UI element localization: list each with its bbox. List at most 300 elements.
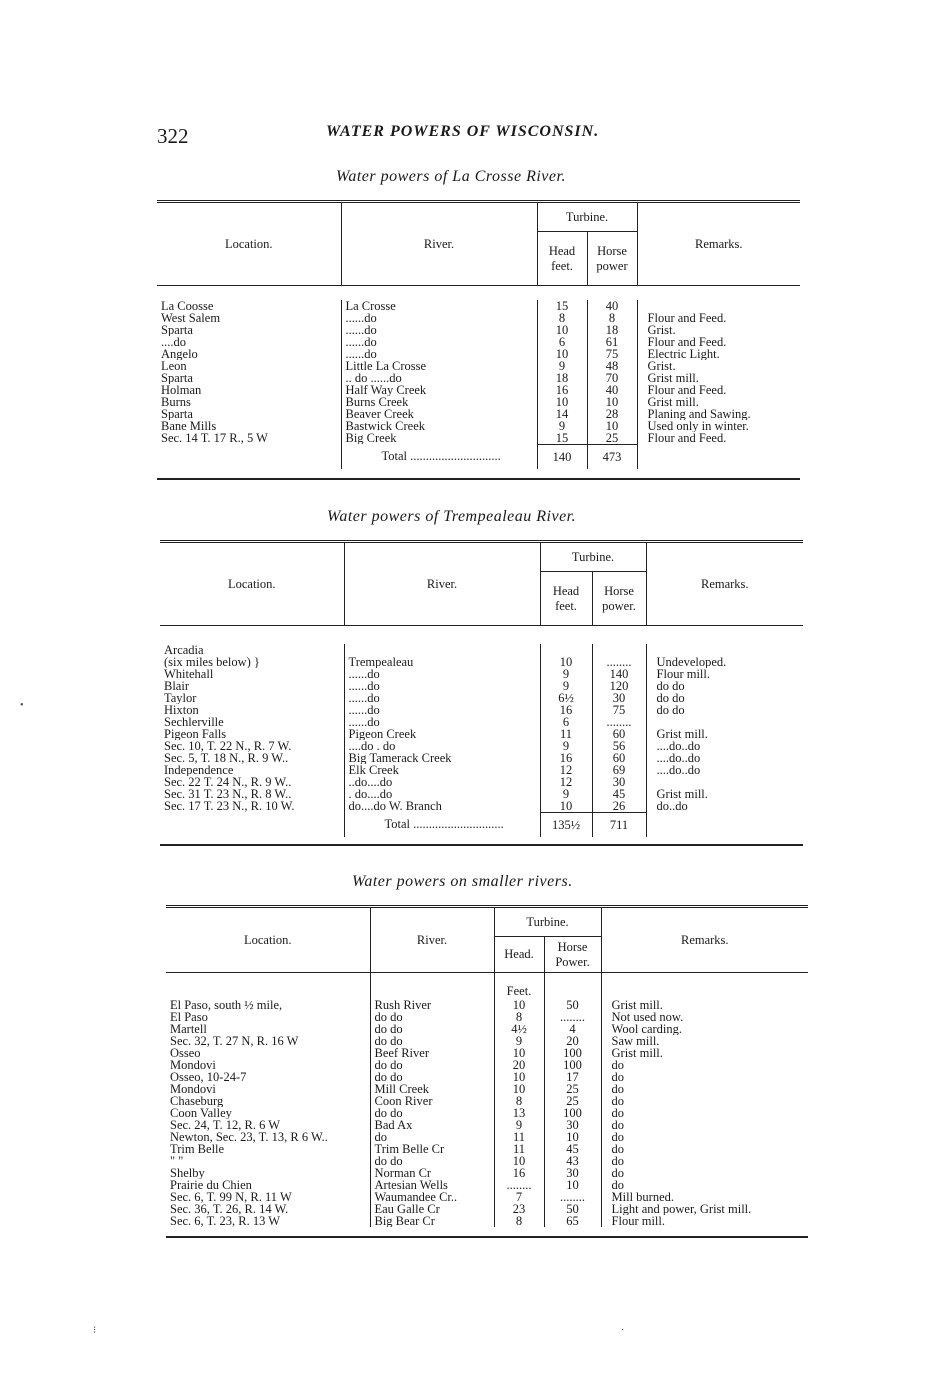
table-row: [166, 999, 808, 1011]
cell-horse: ........: [592, 716, 646, 728]
cell-river: do: [370, 1131, 494, 1143]
cell-remarks: Grist mill.: [601, 999, 808, 1011]
table-row: [160, 800, 803, 813]
cell-river: ......do: [344, 692, 540, 704]
cell-river: Mill Creek: [370, 1083, 494, 1095]
cell-location: Coon Valley: [170, 1106, 232, 1119]
cell-river: ..do....do: [344, 776, 540, 788]
table-row: [166, 1143, 808, 1155]
cell-river: Big Creek: [341, 432, 537, 445]
total-head: 135½: [540, 812, 592, 837]
cell-horse: 28: [587, 408, 637, 420]
cell-location: El Paso, south ½ mile,: [170, 998, 283, 1011]
cell-remarks: Grist mill.: [646, 788, 803, 800]
table-row: [160, 752, 803, 764]
cell-remarks: Grist mill.: [637, 396, 800, 408]
cell-head: [540, 644, 592, 656]
cell-river: Beef River: [370, 1047, 494, 1059]
table-row: [166, 1119, 808, 1131]
table-row: [160, 656, 803, 668]
cell-horse: 25: [544, 1095, 601, 1107]
cell-remarks: Planing and Sawing.: [637, 408, 800, 420]
cell-river: do do: [370, 1035, 494, 1047]
cell-remarks: Flour and Feed.: [637, 336, 800, 348]
table-row: [157, 396, 800, 408]
cell-remarks: do: [601, 1179, 808, 1191]
table-row: [160, 644, 803, 656]
cell-horse: 43: [544, 1155, 601, 1167]
table-row: [166, 1035, 808, 1047]
table-smaller-rivers: [166, 905, 808, 1238]
cell-location: Newton, Sec. 23, T. 13, R 6 W..: [170, 1130, 328, 1143]
cell-location: Shelby: [170, 1166, 205, 1179]
cell-remarks: Flour and Feed.: [637, 432, 800, 445]
cell-head: 9: [537, 420, 587, 432]
cell-river: ......do: [341, 336, 537, 348]
cell-location: ....do: [161, 335, 186, 348]
table-row: [160, 704, 803, 716]
cell-location: Sparta: [161, 323, 193, 336]
cell-horse: 50: [544, 999, 601, 1011]
cell-river: Bad Ax: [370, 1119, 494, 1131]
col-remarks-header: Remarks.: [601, 907, 808, 973]
cell-river: do do: [370, 1071, 494, 1083]
cell-remarks: Used only in winter.: [637, 420, 800, 432]
cell-river: Eau Galle Cr: [370, 1203, 494, 1215]
cell-remarks: do do: [646, 692, 803, 704]
table-row: [160, 680, 803, 692]
cell-horse: 25: [587, 432, 637, 445]
cell-head: 10: [494, 1071, 544, 1083]
cell-location: Sparta: [161, 371, 193, 384]
table-row: [157, 312, 800, 324]
cell-river: Rush River: [370, 999, 494, 1011]
cell-head: 8: [494, 1215, 544, 1227]
cell-head: 15: [537, 300, 587, 312]
cell-head: 10: [494, 1083, 544, 1095]
cell-head: 6: [537, 336, 587, 348]
cell-head: 16: [540, 752, 592, 764]
cell-remarks: do: [601, 1167, 808, 1179]
page-number: 322: [157, 124, 189, 148]
col-turbine-header: Turbine.: [540, 542, 646, 572]
table-1-caption: Water powers of La Crosse River.: [336, 168, 566, 185]
cell-location: Sec. 14 T. 17 R., 5 W: [161, 431, 268, 444]
cell-river: ......do: [341, 312, 537, 324]
cell-location: (six miles below) }: [164, 655, 260, 668]
cell-head: 11: [494, 1143, 544, 1155]
cell-horse: 60: [592, 728, 646, 740]
cell-river: Trim Belle Cr: [370, 1143, 494, 1155]
cell-location: Sec. 22 T. 24 N., R. 9 W..: [164, 775, 292, 788]
table-row: [166, 1071, 808, 1083]
cell-location: Mondovi: [170, 1058, 216, 1071]
cell-remarks: Electric Light.: [637, 348, 800, 360]
table-row: [166, 1203, 808, 1215]
cell-head: 7: [494, 1191, 544, 1203]
cell-head: 9: [537, 360, 587, 372]
cell-remarks: ....do..do: [646, 740, 803, 752]
cell-head: 9: [540, 788, 592, 800]
cell-location: El Paso: [170, 1010, 208, 1023]
cell-horse: 65: [544, 1215, 601, 1227]
cell-river: Elk Creek: [344, 764, 540, 776]
table-row: [157, 360, 800, 372]
head-unit: Feet.: [494, 973, 544, 999]
cell-remarks: do: [601, 1131, 808, 1143]
cell-horse: 75: [592, 704, 646, 716]
cell-remarks: do..do: [646, 800, 803, 813]
cell-location: Mondovi: [170, 1082, 216, 1095]
table-row: [166, 1191, 808, 1203]
cell-remarks: do: [601, 1059, 808, 1071]
col-turbine-header: Turbine.: [537, 202, 637, 232]
cell-river: do do: [370, 1059, 494, 1071]
cell-head: 10: [537, 348, 587, 360]
cell-remarks: Not used now.: [601, 1011, 808, 1023]
cell-horse: 20: [544, 1035, 601, 1047]
cell-horse: 10: [544, 1131, 601, 1143]
cell-remarks: Flour mill.: [601, 1215, 808, 1227]
cell-horse: 69: [592, 764, 646, 776]
cell-remarks: Undeveloped.: [646, 656, 803, 668]
cell-horse: 30: [592, 692, 646, 704]
cell-location: Sec. 24, T. 12, R. 6 W: [170, 1118, 281, 1131]
cell-head: 10: [494, 1155, 544, 1167]
cell-location: Hixton: [164, 703, 199, 716]
cell-head: 18: [537, 372, 587, 384]
cell-location: Sechlerville: [164, 715, 224, 728]
cell-remarks: do: [601, 1095, 808, 1107]
cell-location: Sec. 5, T. 18 N., R. 9 W..: [164, 751, 289, 764]
cell-head: 10: [494, 1047, 544, 1059]
table-3-caption: Water powers on smaller rivers.: [352, 873, 573, 890]
cell-remarks: Wool carding.: [601, 1023, 808, 1035]
cell-location: Holman: [161, 383, 202, 396]
cell-river: Trempealeau: [344, 656, 540, 668]
cell-horse: 30: [544, 1167, 601, 1179]
cell-horse: 45: [592, 788, 646, 800]
cell-river: Pigeon Creek: [344, 728, 540, 740]
cell-horse: 140: [592, 668, 646, 680]
table-row: [160, 776, 803, 788]
table-row: [160, 692, 803, 704]
cell-horse: 70: [587, 372, 637, 384]
cell-head: 9: [494, 1119, 544, 1131]
cell-remarks: [646, 776, 803, 788]
col-river-header: River.: [344, 542, 540, 626]
cell-remarks: [646, 644, 803, 656]
col-location-header: Location.: [227, 576, 276, 591]
cell-head: 9: [540, 668, 592, 680]
cell-head: 10: [540, 656, 592, 668]
col-head-header: Head feet.: [540, 572, 592, 626]
table-row: [157, 336, 800, 348]
cell-remarks: do: [601, 1119, 808, 1131]
cell-remarks: Grist.: [637, 324, 800, 336]
table-row: [160, 716, 803, 728]
table-row: [166, 1011, 808, 1023]
cell-river: do do: [370, 1107, 494, 1119]
cell-river: . do....do: [344, 788, 540, 800]
cell-horse: 50: [544, 1203, 601, 1215]
cell-location: Leon: [161, 359, 187, 372]
col-turbine-header: Turbine.: [494, 907, 601, 937]
table-row: [166, 1047, 808, 1059]
cell-location: Martell: [170, 1022, 207, 1035]
cell-location: Blair: [164, 679, 189, 692]
table-row: [160, 728, 803, 740]
cell-horse: [592, 644, 646, 656]
cell-river: .. do ......do: [341, 372, 537, 384]
cell-location: Sec. 31 T. 23 N., R. 8 W..: [164, 787, 292, 800]
cell-horse: 30: [592, 776, 646, 788]
running-head: WATER POWERS OF WISCONSIN.: [326, 123, 600, 140]
cell-remarks: Grist mill.: [646, 728, 803, 740]
cell-location: Independence: [164, 763, 234, 776]
table-row: [166, 1083, 808, 1095]
cell-head: 10: [494, 999, 544, 1011]
cell-horse: 56: [592, 740, 646, 752]
cell-location: Sec. 6, T. 99 N, R. 11 W: [170, 1190, 292, 1203]
cell-remarks: [646, 716, 803, 728]
table-row: [157, 348, 800, 360]
cell-river: do do: [370, 1011, 494, 1023]
table-row: [166, 1107, 808, 1119]
cell-head: 8: [494, 1095, 544, 1107]
cell-horse: 100: [544, 1059, 601, 1071]
cell-river: [344, 644, 540, 656]
table-row: [166, 1095, 808, 1107]
cell-river: Norman Cr: [370, 1167, 494, 1179]
cell-location: " ": [170, 1154, 184, 1167]
cell-head: 9: [540, 740, 592, 752]
cell-location: Taylor: [164, 691, 197, 704]
cell-river: ......do: [344, 716, 540, 728]
cell-remarks: do: [601, 1155, 808, 1167]
table-row: [166, 1131, 808, 1143]
col-river-header: River.: [370, 907, 494, 973]
cell-river: do do: [370, 1155, 494, 1167]
cell-river: La Crosse: [341, 300, 537, 312]
col-location-header: Location.: [224, 236, 273, 251]
cell-head: 11: [494, 1131, 544, 1143]
table-row: [166, 1167, 808, 1179]
cell-location: Angelo: [161, 347, 198, 360]
cell-head: 13: [494, 1107, 544, 1119]
cell-remarks: [637, 300, 800, 312]
table-row: [157, 384, 800, 396]
cell-river: ......do: [344, 680, 540, 692]
table-row: [166, 1215, 808, 1227]
margin-mark: ·: [621, 1325, 625, 1336]
cell-river: ....do . do: [344, 740, 540, 752]
cell-river: do....do W. Branch: [344, 800, 540, 813]
table-row: [157, 432, 800, 445]
cell-remarks: do: [601, 1143, 808, 1155]
cell-head: 16: [537, 384, 587, 396]
cell-river: Bastwick Creek: [341, 420, 537, 432]
cell-river: ......do: [341, 348, 537, 360]
cell-horse: 4: [544, 1023, 601, 1035]
cell-head: 11: [540, 728, 592, 740]
cell-location: Pigeon Falls: [164, 727, 227, 740]
cell-location: Bane Mills: [161, 419, 217, 432]
cell-location: Sec. 17 T. 23 N., R. 10 W.: [164, 799, 295, 812]
cell-river: Burns Creek: [341, 396, 537, 408]
cell-remarks: ....do..do: [646, 764, 803, 776]
cell-head: 12: [540, 776, 592, 788]
cell-head: 10: [537, 324, 587, 336]
cell-horse: 75: [587, 348, 637, 360]
cell-location: Prairie du Chien: [170, 1178, 252, 1191]
cell-remarks: do: [601, 1071, 808, 1083]
table-la-crosse: Location. River. Turbine. Remarks. Head feet. Horse power La Coosse La Crosse 15 40 West Salem ......do 8 8 Flour and Feed. Sparta ......do 10 18 Grist. ....do ......do 6 61 Flour and Feed. Angelo ......do 10 75 Electric Light. Leon Little La Crosse 9 48 Grist. Sparta .. do ......do 18 70 Grist mill. Holman Half Way Creek 16 40 Flour and Feed. Burns Burns Creek 10 10 Grist mill. Sparta Beaver Creek 14 28 Planing and Sawing. Bane Mills Bastwick Creek 9 10 Used only in winter. Sec. 14 T. 17 R., 5 W Big Creek 15 25 Flour and Feed. Total ............................. 140 473: [157, 200, 800, 480]
table-row: [166, 1023, 808, 1035]
cell-location: Sec. 10, T. 22 N., R. 7 W.: [164, 739, 292, 752]
cell-horse: ........: [592, 656, 646, 668]
cell-head: 14: [537, 408, 587, 420]
cell-location: Osseo, 10-24-7: [170, 1070, 247, 1083]
cell-horse: 100: [544, 1107, 601, 1119]
cell-location: West Salem: [161, 311, 221, 324]
cell-horse: 8: [587, 312, 637, 324]
cell-location: Whitehall: [164, 667, 214, 680]
cell-horse: 10: [587, 420, 637, 432]
cell-horse: 40: [587, 384, 637, 396]
table-2-caption: Water powers of Trempealeau River.: [327, 508, 577, 525]
cell-head: 15: [537, 432, 587, 445]
cell-river: ......do: [344, 668, 540, 680]
cell-head: 8: [494, 1011, 544, 1023]
cell-remarks: Grist.: [637, 360, 800, 372]
table-row: [157, 324, 800, 336]
cell-head: 20: [494, 1059, 544, 1071]
table-row: [166, 1155, 808, 1167]
total-horse: 473: [587, 444, 637, 469]
cell-river: Half Way Creek: [341, 384, 537, 396]
total-horse: 711: [592, 812, 646, 837]
cell-head: 9: [494, 1035, 544, 1047]
cell-location: Osseo: [170, 1046, 201, 1059]
cell-river: Big Bear Cr: [370, 1215, 494, 1227]
table-row: [157, 372, 800, 384]
cell-head: 10: [540, 800, 592, 813]
cell-horse: 100: [544, 1047, 601, 1059]
cell-horse: 30: [544, 1119, 601, 1131]
cell-head: 6: [540, 716, 592, 728]
cell-head: 9: [540, 680, 592, 692]
cell-remarks: Light and power, Grist mill.: [601, 1203, 808, 1215]
col-river-header: River.: [341, 202, 537, 286]
table-row: [160, 764, 803, 776]
col-remarks-header: Remarks.: [637, 202, 800, 286]
cell-head: ........: [494, 1179, 544, 1191]
margin-mark: •: [20, 700, 24, 711]
total-head: 140: [537, 444, 587, 469]
cell-river: Little La Crosse: [341, 360, 537, 372]
cell-river: ......do: [341, 324, 537, 336]
table-row: [157, 300, 800, 312]
cell-remarks: do: [601, 1083, 808, 1095]
cell-horse: 45: [544, 1143, 601, 1155]
cell-remarks: do: [601, 1107, 808, 1119]
margin-mark: ⁝: [93, 1325, 97, 1336]
cell-river: Beaver Creek: [341, 408, 537, 420]
cell-location: Sparta: [161, 407, 193, 420]
cell-location: Sec. 6, T. 23, R. 13 W: [170, 1214, 281, 1227]
cell-head: 12: [540, 764, 592, 776]
cell-river: Big Tamerack Creek: [344, 752, 540, 764]
cell-location: La Coosse: [161, 299, 214, 312]
cell-horse: ........: [544, 1191, 601, 1203]
cell-remarks: Grist mill.: [637, 372, 800, 384]
cell-remarks: Saw mill.: [601, 1035, 808, 1047]
cell-location: Burns: [161, 395, 191, 408]
cell-location: Arcadia: [164, 643, 204, 656]
cell-river: ......do: [344, 704, 540, 716]
cell-head: 10: [537, 396, 587, 408]
cell-head: 6½: [540, 692, 592, 704]
table-trempealeau: Location. River. Turbine. Remarks. Head feet. Horse power. Arcadia (six miles below) } Trempealeau 10 ........ Undeveloped. Whitehall ......do 9 140 Flour mill. Blair ......do 9 120 do do Taylor ......do 6½ 30 do do Hixton ......do 16 75 do do Sechlerville ......do 6 ........ Pigeon Falls Pigeon Creek 11 60 Grist mill. Sec. 10, T. 22 N., R. 7 W. ....do . do 9 56 ....do..do Sec. 5, T. 18 N., R. 9 W.. Big Tamerack Creek 16 60 ....do..do Independence Elk Creek 12 69 ....do..do Sec. 22 T. 24 N., R. 9 W.. ..do....do 12 30 Sec. 31 T. 23 N., R. 8 W.. . do....do 9 45 Grist mill. Sec. 17 T. 23 N., R. 10 W. do....do W. Branch 10 26 do..do Total ............................. 135½ 711: [160, 540, 803, 846]
cell-horse: 17: [544, 1071, 601, 1083]
col-remarks-header: Remarks.: [646, 542, 803, 626]
cell-horse: 18: [587, 324, 637, 336]
table-row: [166, 1179, 808, 1191]
col-head-header: Head feet.: [537, 232, 587, 286]
cell-location: Trim Belle: [170, 1142, 225, 1155]
cell-horse: 10: [544, 1179, 601, 1191]
cell-head: 23: [494, 1203, 544, 1215]
cell-head: 8: [537, 312, 587, 324]
cell-remarks: Flour mill.: [646, 668, 803, 680]
cell-horse: 60: [592, 752, 646, 764]
cell-horse: 40: [587, 300, 637, 312]
cell-location: Sec. 32, T. 27 N, R. 16 W: [170, 1034, 299, 1047]
col-location-header: Location.: [243, 932, 292, 947]
cell-river: Artesian Wells: [370, 1179, 494, 1191]
cell-remarks: Flour and Feed.: [637, 312, 800, 324]
cell-location: Sec. 36, T. 26, R. 14 W.: [170, 1202, 289, 1215]
cell-remarks: do do: [646, 704, 803, 716]
cell-horse: 10: [587, 396, 637, 408]
cell-head: 16: [540, 704, 592, 716]
table-row: [166, 1059, 808, 1071]
cell-remarks: ....do..do: [646, 752, 803, 764]
cell-head: 16: [494, 1167, 544, 1179]
table-row: [157, 408, 800, 420]
table-row: [160, 788, 803, 800]
table-row: [157, 420, 800, 432]
cell-horse: 61: [587, 336, 637, 348]
cell-river: Coon River: [370, 1095, 494, 1107]
col-head-header: Head.: [494, 937, 544, 973]
cell-river: do do: [370, 1023, 494, 1035]
total-label: Total: [384, 817, 411, 831]
cell-horse: 26: [592, 800, 646, 813]
cell-river: Waumandee Cr..: [370, 1191, 494, 1203]
cell-remarks: do do: [646, 680, 803, 692]
cell-horse: 120: [592, 680, 646, 692]
col-horse-header: Horse power: [587, 232, 637, 286]
cell-horse: ........: [544, 1011, 601, 1023]
cell-remarks: Grist mill.: [601, 1047, 808, 1059]
table-row: [160, 740, 803, 752]
col-horse-header: Horse power.: [592, 572, 646, 626]
total-label: Total: [381, 449, 408, 463]
col-horse-header: Horse Power.: [544, 937, 601, 973]
cell-head: 4½: [494, 1023, 544, 1035]
